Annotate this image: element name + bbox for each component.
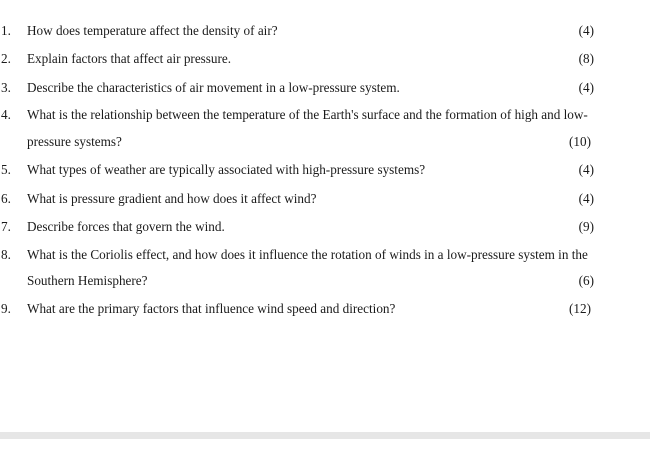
question-marks: (4): [578, 23, 594, 38]
question-number: 9.: [1, 301, 11, 316]
question-text: Describe the characteristics of air movement in a low-pressure system.: [27, 80, 400, 95]
question-number: 3.: [1, 80, 11, 95]
question-marks: (4): [578, 162, 594, 177]
question-number: 2.: [1, 51, 11, 66]
question-marks: (8): [578, 51, 594, 66]
question-text: How does temperature affect the density of air?: [27, 23, 278, 38]
question-number: 5.: [1, 162, 11, 177]
question-marks: (4): [578, 80, 594, 95]
question-marks: (9): [578, 219, 594, 234]
question-text: What are the primary factors that influence wind speed and direction?: [27, 301, 396, 316]
question-text-continued: pressure systems?: [27, 134, 122, 149]
question-text-continued: Southern Hemisphere?: [27, 273, 148, 288]
question-number: 6.: [1, 191, 11, 206]
question-number: 4.: [1, 107, 11, 122]
question-text: Describe forces that govern the wind.: [27, 219, 225, 234]
question-number: 8.: [1, 247, 11, 262]
question-text: What is pressure gradient and how does it affect wind?: [27, 191, 317, 206]
question-marks: (4): [578, 191, 594, 206]
question-text: Explain factors that affect air pressure.: [27, 51, 232, 66]
question-marks: (10): [569, 134, 591, 149]
question-number: 1.: [1, 23, 11, 38]
question-text: What types of weather are typically associated with high-pressure systems?: [27, 162, 426, 177]
bottom-divider: [0, 432, 650, 439]
question-number: 7.: [1, 219, 11, 234]
question-marks: (12): [569, 301, 591, 316]
question-marks: (6): [578, 273, 594, 288]
question-text: What is the relationship between the temperature of the Earth's surface and the formation of high and low-: [27, 107, 588, 122]
question-text: What is the Coriolis effect, and how does it influence the rotation of winds in a low-pressure system in the: [27, 247, 588, 262]
